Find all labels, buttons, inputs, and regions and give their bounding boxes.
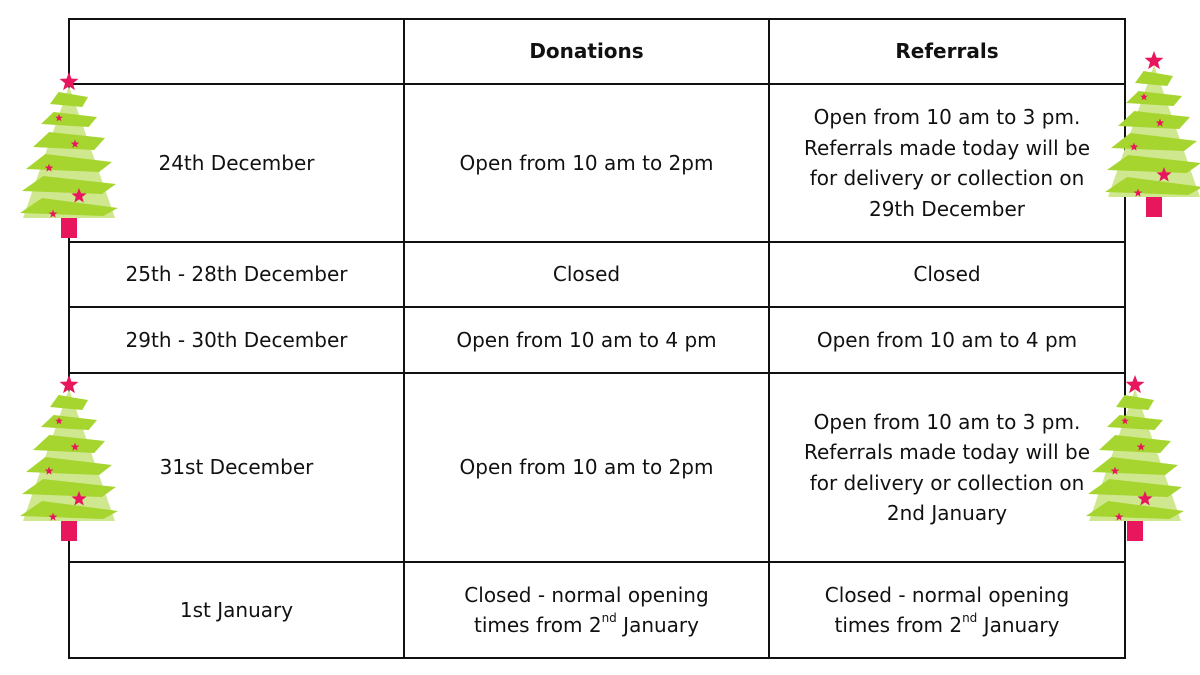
header-referrals: Referrals: [769, 19, 1125, 84]
referrals-cell: [769, 84, 1125, 242]
referrals-line: Open from 10 am to 3 pm.: [813, 409, 1081, 434]
referrals-line: for delivery or collection on: [809, 166, 1085, 190]
table-row: [69, 307, 1125, 373]
date-cell: 29th - 30th December: [69, 307, 404, 373]
referrals-cell: Closed: [769, 242, 1125, 307]
date-cell: 25th - 28th December: [69, 242, 404, 307]
table-row: [69, 562, 1125, 658]
table-header-row: [69, 19, 1125, 84]
referrals-cell: [769, 562, 1125, 658]
donations-cell: [404, 562, 769, 658]
table-row: [69, 242, 1125, 307]
date-cell: 1st January: [69, 562, 404, 658]
holiday-hours-table: [68, 18, 1126, 659]
donations-line: Closed - normal opening: [464, 582, 709, 607]
referrals-line: Open from 10 am to 3 pm.: [813, 105, 1081, 129]
referrals-cell: Open from 10 am to 4 pm: [769, 307, 1125, 373]
referrals-line: times from 2nd January: [834, 611, 1060, 637]
donations-line: times from 2nd January: [473, 611, 699, 637]
donations-cell: Open from 10 am to 4 pm: [404, 307, 769, 373]
referrals-cell: [769, 373, 1125, 562]
donations-cell: Open from 10 am to 2pm: [404, 84, 769, 242]
christmas-tree-icon: [1104, 51, 1200, 221]
table-row: [69, 373, 1125, 562]
date-cell: 31st December: [69, 373, 404, 562]
referrals-line: 29th December: [868, 196, 1026, 221]
table-row: [69, 84, 1125, 242]
header-empty: [69, 19, 404, 84]
referrals-line: for delivery or collection on: [809, 470, 1085, 495]
christmas-tree-icon: [19, 375, 119, 545]
referrals-line: 2nd January: [886, 501, 1008, 525]
header-donations: Donations: [404, 19, 769, 84]
donations-cell: Closed: [404, 242, 769, 307]
referrals-line: Closed - normal opening: [824, 582, 1070, 607]
referrals-line: Referrals made today will be: [803, 440, 1091, 464]
donations-cell: Open from 10 am to 2pm: [404, 373, 769, 562]
christmas-tree-icon: [1085, 375, 1185, 545]
christmas-tree-icon: [19, 72, 119, 242]
date-cell: 24th December: [69, 84, 404, 242]
referrals-line: Referrals made today will be: [803, 135, 1091, 160]
